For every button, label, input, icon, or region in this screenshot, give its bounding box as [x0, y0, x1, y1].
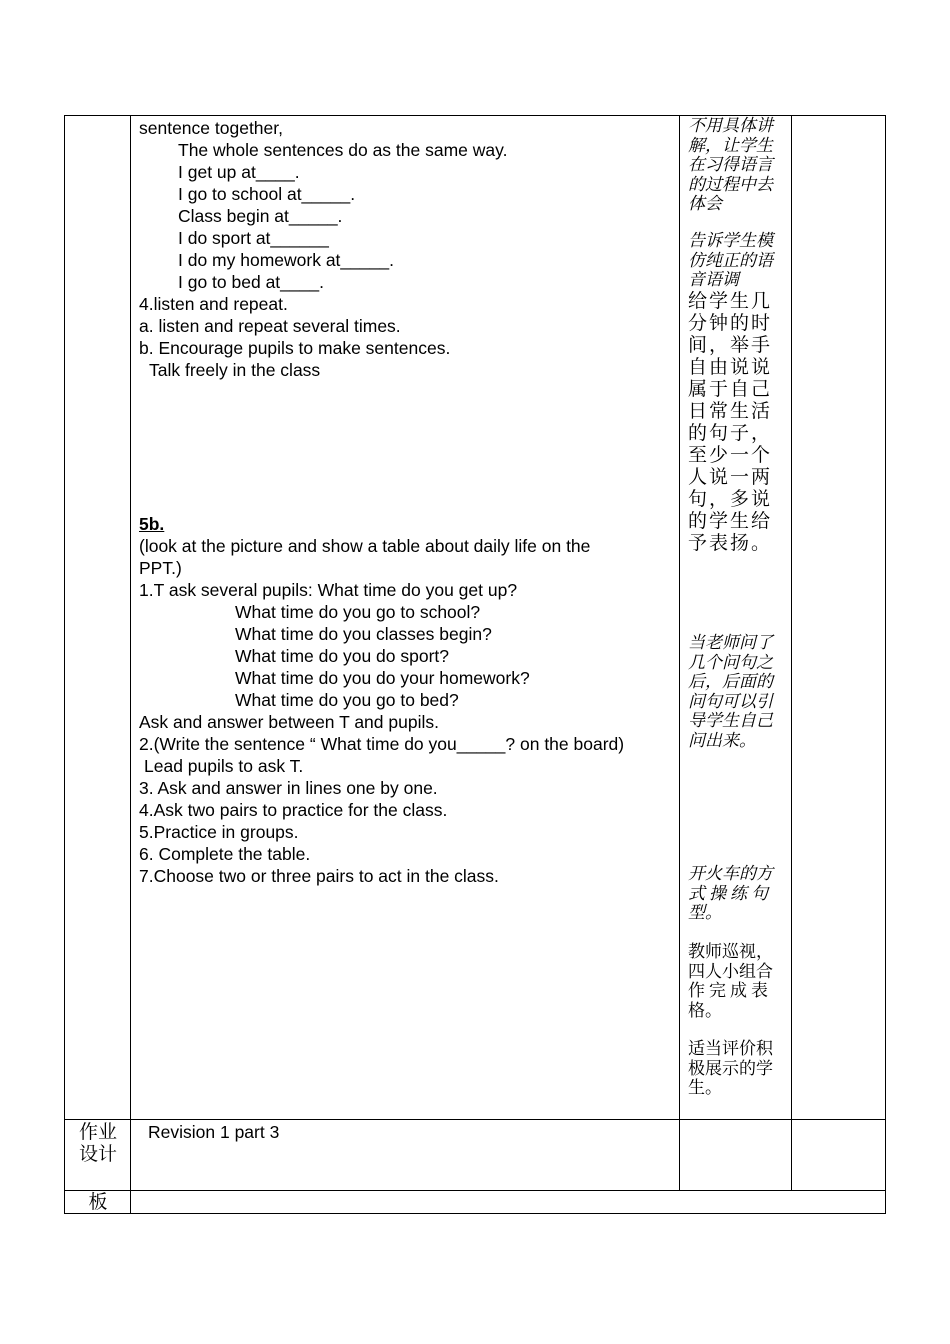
homework-label-line: 设计 [78, 1143, 117, 1165]
note-line: 后，后面的 [688, 672, 773, 692]
procedure-line: 4.listen and repeat. [139, 294, 288, 314]
note-line: 至少一个 [688, 444, 773, 466]
table-bottom-border [64, 1213, 886, 1214]
procedure-line: (look at the picture and show a table about daily life on the [139, 536, 591, 556]
design-note-4 [688, 634, 784, 751]
design-note-7 [688, 1040, 784, 1099]
homework-label [70, 1121, 126, 1165]
note-line: 给学生几 [688, 290, 773, 312]
note-line: 教师巡视， [688, 942, 773, 962]
procedure-line: Lead pupils to ask T. [144, 756, 304, 776]
note-line: 格。 [688, 1000, 722, 1021]
procedure-line: Class begin at_____. [178, 206, 343, 226]
note-line: 生。 [688, 1078, 722, 1098]
note-line: 属于自己 [688, 378, 773, 400]
homework-content: Revision 1 part 3 [148, 1122, 280, 1142]
note-line: 导学生自己 [688, 711, 773, 731]
note-line: 间，举手 [688, 334, 773, 356]
procedure-line: What time do you go to bed? [235, 690, 459, 710]
procedure-line: 1.T ask several pupils: What time do you get up? [139, 580, 518, 600]
note-line: 仿纯正的语 [688, 250, 773, 271]
note-line: 自由说说 [688, 356, 773, 378]
note-line: 的过程中去 [688, 174, 773, 195]
homework-label-line: 作业 [78, 1121, 117, 1143]
procedure-line: What time do you do sport? [235, 646, 449, 666]
procedure-line: 3. Ask and answer in lines one by one. [139, 778, 438, 798]
procedure-line: What time do you do your homework? [235, 668, 530, 688]
note-line: 开火车的方 [688, 864, 773, 884]
note-line: 几个问句之 [688, 652, 773, 673]
note-line: 问句可以引 [688, 691, 773, 712]
design-note-6 [688, 943, 784, 1021]
design-note-2 [688, 232, 784, 291]
procedure-line: I do sport at______ [178, 228, 329, 248]
note-line: 分钟的时 [688, 312, 773, 334]
procedure-line: What time do you classes begin? [235, 624, 492, 644]
procedure-line: 4.Ask two pairs to practice for the class. [139, 800, 448, 820]
procedure-line: sentence together, [139, 118, 283, 138]
procedure-line: Talk freely in the class [149, 360, 321, 380]
procedure-line: b. Encourage pupils to make sentences. [139, 338, 451, 358]
table-right-border [885, 115, 886, 1214]
note-line: 问出来。 [688, 730, 756, 751]
design-note-5 [688, 865, 784, 924]
procedure-line: 6. Complete the table. [139, 844, 311, 864]
table-col-divider-1 [130, 115, 131, 1214]
note-line: 当老师问了 [688, 633, 773, 653]
procedure-line: I go to school at_____. [178, 184, 356, 204]
procedure-line: Ask and answer between T and pupils. [139, 712, 439, 732]
note-line: 在习得语言 [688, 155, 773, 175]
note-line: 予表扬。 [688, 532, 773, 554]
board-label: 板 [88, 1191, 108, 1213]
note-line: 告诉学生模 [688, 231, 773, 251]
procedure-line: 2.(Write the sentence “ What time do you_____? on the board) [139, 734, 625, 754]
note-line: 句，多说 [688, 488, 773, 510]
procedure-line: 5.Practice in groups. [139, 822, 299, 842]
note-line: 解，让学生 [688, 135, 773, 156]
design-note-3 [688, 290, 784, 554]
procedure-line: The whole sentences do as the same way. [178, 140, 508, 160]
note-line: 的句子， [688, 422, 773, 444]
table-left-border [64, 115, 65, 1214]
procedure-line: I get up at____. [178, 162, 300, 182]
note-line: 的学生给 [688, 510, 773, 532]
note-line: 型。 [688, 903, 722, 923]
note-line: 人说一两 [688, 466, 773, 488]
note-line: 体会 [688, 194, 722, 214]
note-line: 适当评价积 [688, 1039, 773, 1059]
procedure-line: I do my homework at_____. [178, 250, 394, 270]
table-row-divider-homework [64, 1119, 886, 1120]
design-note-1 [688, 117, 784, 215]
procedure-line: I go to bed at____. [178, 272, 324, 292]
note-line: 音语调 [688, 270, 739, 290]
table-row-divider-board [64, 1190, 886, 1191]
note-line: 作完成表 [688, 981, 772, 1001]
table-col-divider-3 [791, 115, 792, 1191]
note-line: 极展示的学 [688, 1058, 773, 1079]
procedure-line: PPT.) [139, 558, 182, 578]
note-line: 不用具体讲 [688, 116, 773, 136]
procedure-line: 7.Choose two or three pairs to act in the class. [139, 866, 499, 886]
section-5b-heading: 5b. [139, 514, 165, 534]
note-line: 日常生活 [688, 400, 773, 422]
note-line: 四人小组合 [688, 961, 773, 982]
procedure-line: a. listen and repeat several times. [139, 316, 401, 336]
note-line: 式操练句 [688, 883, 772, 904]
procedure-line: What time do you go to school? [235, 602, 481, 622]
table-col-divider-2 [679, 115, 680, 1191]
